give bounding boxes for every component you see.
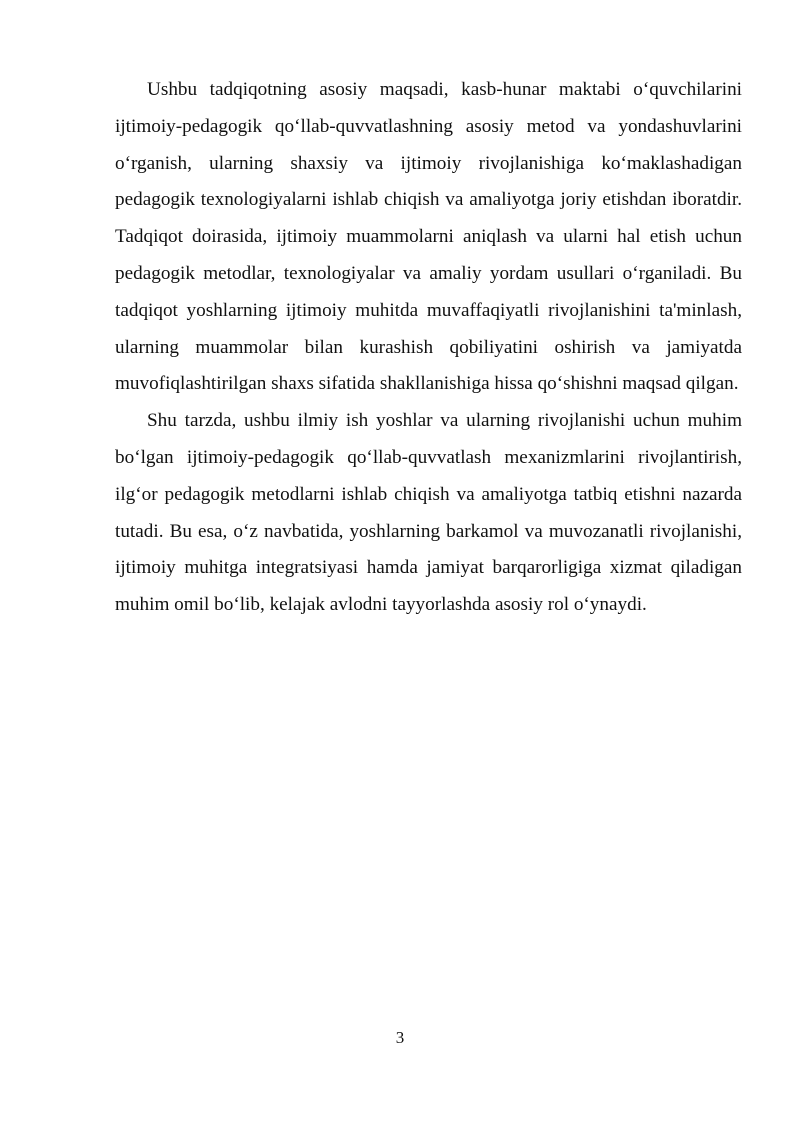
paragraph-conclusion: Shu tarzda, ushbu ilmiy ish yoshlar va ularning rivojlanishi uchun muhim bo‘lgan ijtimoiy-pedagogik qo‘llab-quvvatlash mexanizmlarini rivojlantirish, ilg‘or pedagogik metodlarni ishlab chiqish va amaliyotga tatbiq etishni nazarda tutadi. Bu esa, o‘z navbatida, yoshlarning barkamol va muvozanatli rivojlanishi, ijtimoiy muhitga integratsiyasi hamda jamiyat barqarorligiga xizmat qiladigan muhim omil bo‘lib, kelajak avlodni tayyorlashda asosiy rol o‘ynaydi. — [115, 410, 742, 616]
page-number: 3 — [395, 1028, 405, 1047]
document-body — [115, 72, 742, 624]
paragraph-research-goal: Ushbu tadqiqotning asosiy maqsadi, kasb-hunar maktabi o‘quvchilarini ijtimoiy-pedagogik qo‘llab-quvvatlashning asosiy metod va yondashuvlarini o‘rganish, ularning shaxsiy va ijtimoiy rivojlanishiga ko‘maklashadigan pedagogik texnologiyalarni ishlab chiqish va amaliyotga joriy etishdan iboratdir. Tadqiqot doirasida, ijtimoiy muammolarni aniqlash va ularni hal etish uchun pedagogik metodlar, texnologiyalar va amaliy yordam usullari o‘rganiladi. Bu tadqiqot yoshlarning ijtimoiy muhitda muvaffaqiyatli rivojlanishini ta'minlash, ularning muammolar bilan kurashish qobiliyatini oshirish va jamiyatda muvofiqlashtirilgan shaxs sifatida shakllanishiga hissa qo‘shishni maqsad qilgan. — [115, 79, 742, 395]
